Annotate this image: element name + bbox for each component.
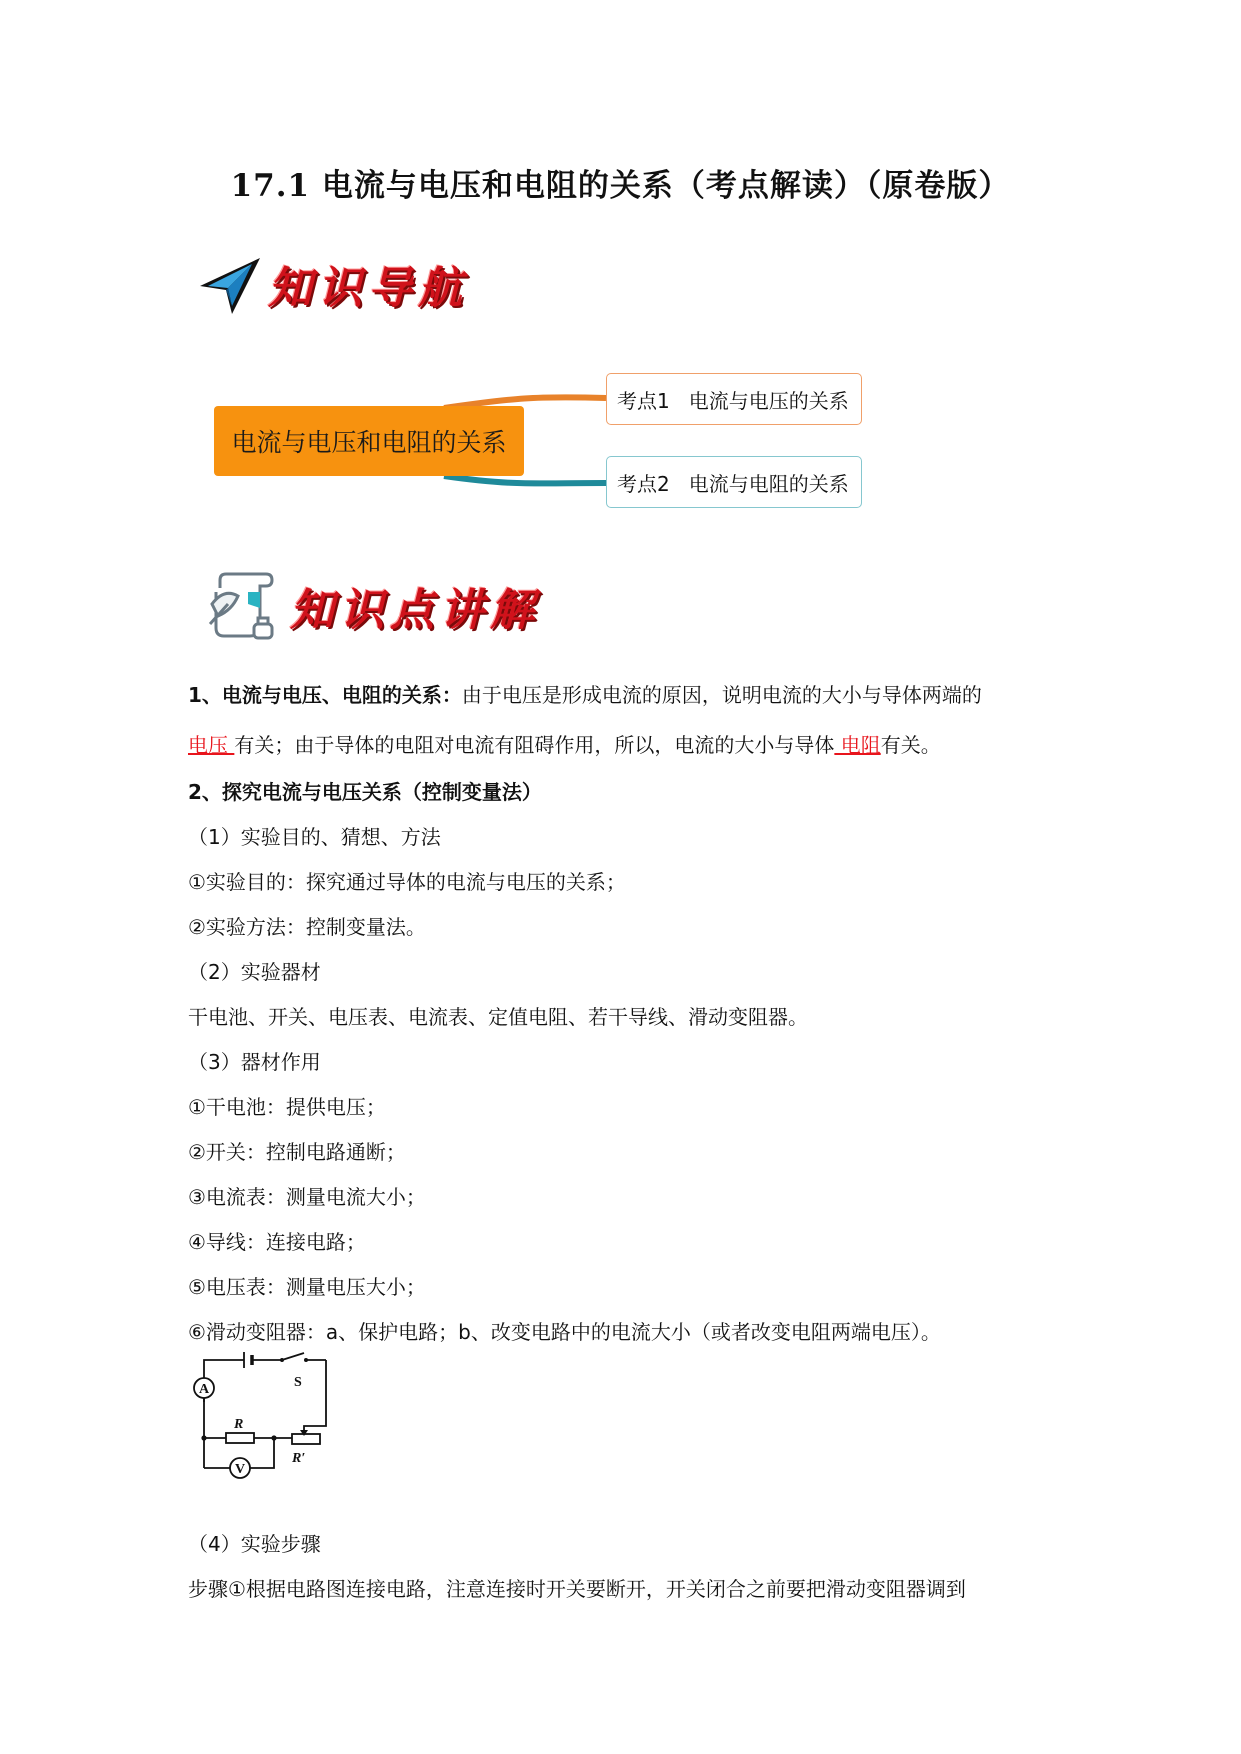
text-line: （2）实验器材 [188, 960, 321, 984]
paragraph-2-heading-text: 2、探究电流与电压关系（控制变量法） [188, 780, 542, 804]
text-line: ③电流表：测量电流大小； [188, 1185, 426, 1209]
section-banner-knowledge-explain [204, 568, 540, 644]
junction-dot [201, 1435, 206, 1440]
text-line: 步骤①根据电路图连接电路，注意连接时开关要断开，开关闭合之前要把滑动变阻器调到 [188, 1577, 966, 1601]
fill-blank-answer-1: 电压 [188, 733, 235, 757]
circuit-diagram [188, 1350, 358, 1490]
text-line: ①干电池：提供电压； [188, 1095, 386, 1119]
banner-title: 知识导航 [268, 263, 468, 314]
rheostat-label: R′ [292, 1451, 306, 1466]
paragraph-1-heading: 1、电流与电压、电阻的关系： [188, 683, 462, 707]
text-line: ②实验方法：控制变量法。 [188, 915, 426, 939]
lesson-content [188, 670, 1068, 1355]
paragraph-1-line-1 [188, 670, 1068, 720]
text-line: ⑥滑动变阻器：a、保护电路；b、改变电路中的电流大小（或者改变电阻两端电压）。 [188, 1320, 941, 1344]
mind-map [214, 368, 864, 518]
text-line: 干电池、开关、电压表、电流表、定值电阻、若干导线、滑动变阻器。 [188, 1005, 808, 1029]
resistor-label: R [234, 1417, 244, 1432]
text-line: （3）器材作用 [188, 1050, 321, 1074]
voltmeter-label: V [234, 1462, 246, 1477]
experiment-steps [188, 1522, 1068, 1612]
text-line: ④导线：连接电路； [188, 1230, 366, 1254]
rheostat-body [292, 1434, 320, 1444]
branch-line-2 [444, 476, 606, 483]
paragraph-1-text: 有关。 [880, 733, 941, 757]
switch-label: S [294, 1375, 302, 1390]
fill-blank-answer-2: 电阻 [834, 733, 881, 757]
text-line: （4）实验步骤 [188, 1532, 321, 1556]
page-title: 17.1 电流与电压和电阻的关系（考点解读）（原卷版） [230, 168, 1011, 204]
text-line: ②开关：控制电路通断； [188, 1140, 406, 1164]
scroll-quill-icon [204, 568, 280, 644]
paragraph-1-text: 由于电压是形成电流的原因，说明电流的大小与导体两端的 [461, 683, 982, 707]
mindmap-central-topic: 电流与电压和电阻的关系 [214, 406, 524, 476]
ammeter-label: A [198, 1382, 210, 1397]
paragraph-1-text: 有关；由于导体的电阻对电流有阻碍作用，所以，电流的大小与导体 [234, 733, 835, 757]
text-line: ⑤电压表：测量电压大小； [188, 1275, 426, 1299]
junction-dot [271, 1435, 276, 1440]
banner-title: 知识点讲解 [290, 585, 540, 636]
resistor-body [226, 1433, 254, 1443]
mindmap-node-2: 考点2 电流与电阻的关系 [606, 456, 862, 508]
text-line: ①实验目的：探究通过导体的电流与电压的关系； [188, 870, 626, 894]
paragraph-1-line-2 [188, 720, 1068, 770]
paragraph-2-heading [188, 770, 1068, 815]
section-banner-knowledge-nav [198, 252, 468, 316]
switch-blade [282, 1353, 304, 1360]
mindmap-node-1: 考点1 电流与电压的关系 [606, 373, 862, 425]
text-line: （1）实验目的、猜想、方法 [188, 825, 441, 849]
paper-plane-icon [198, 252, 262, 316]
